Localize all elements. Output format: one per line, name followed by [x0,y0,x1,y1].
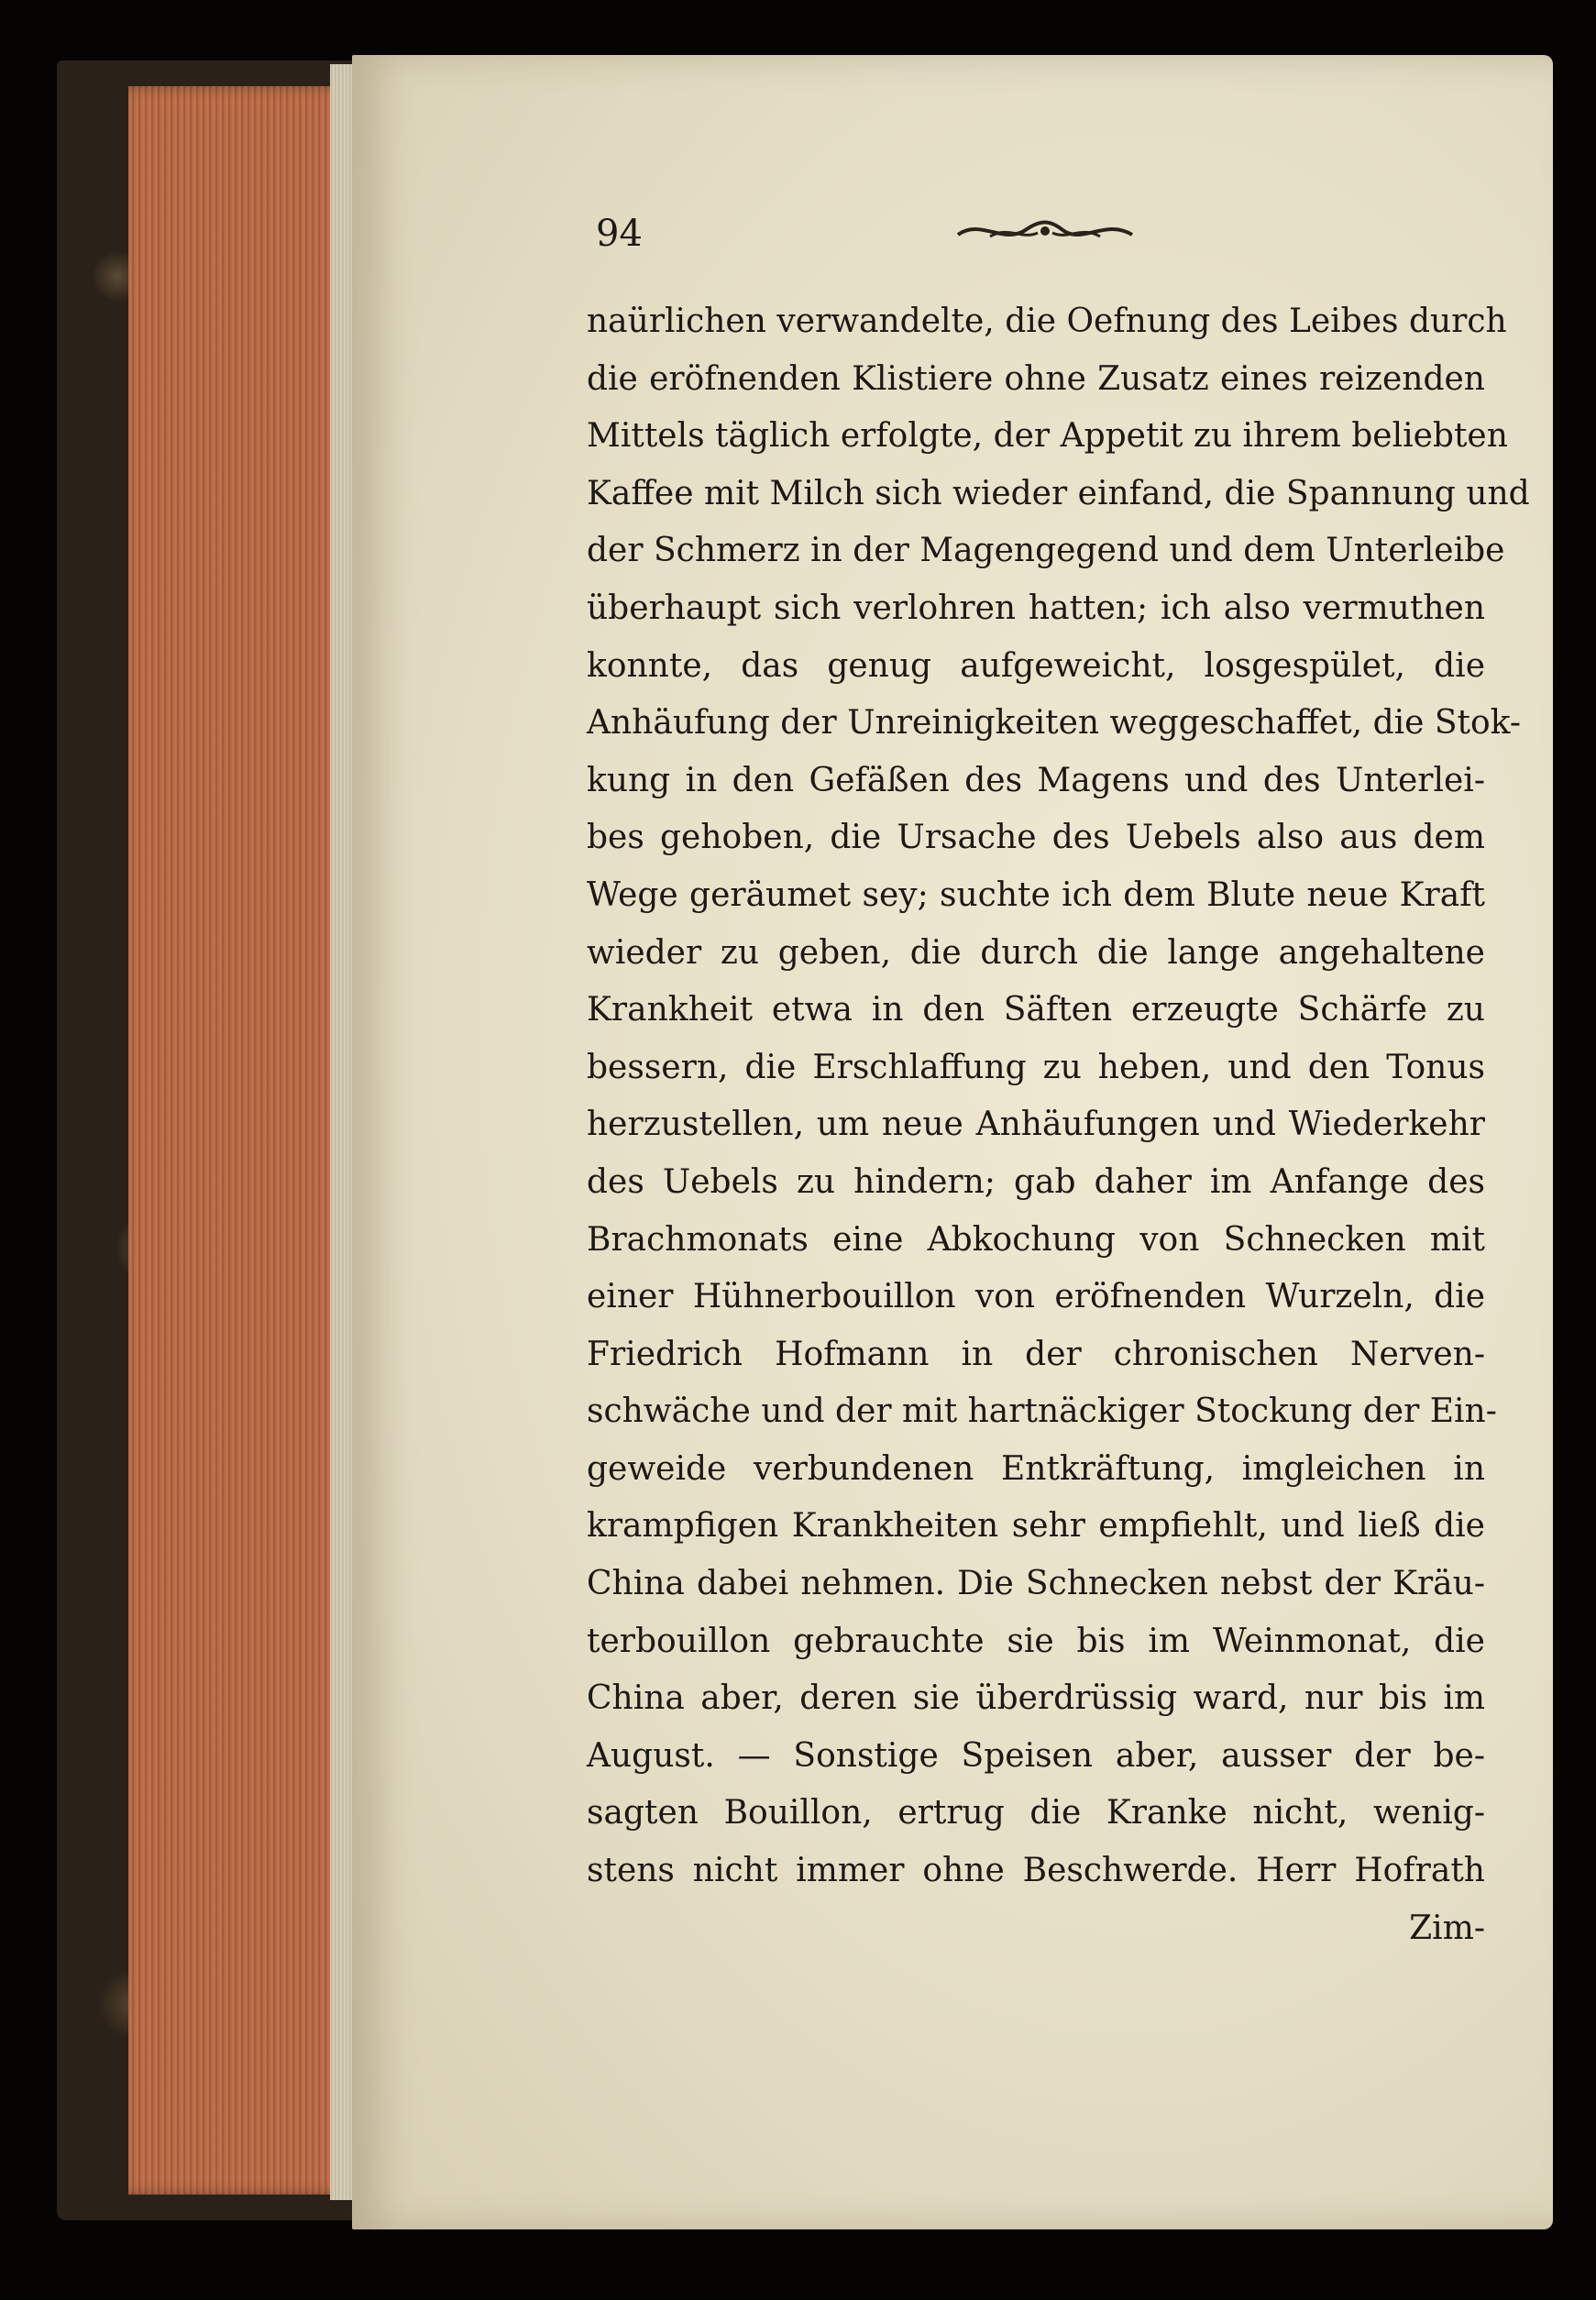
text-line: schwäche und der mit hartnäckiger Stockung der Ein- [587,1392,1497,1431]
text-line: Mittels täglich erfolgte, der Appetit zu ihrem beliebten [587,417,1508,456]
text-line: des Uebels zu hindern; gab daher im Anfange des [587,1162,1485,1201]
text-line: bes gehoben, die Ursache des Uebels also aus dem [587,819,1485,857]
text-line: der Schmerz in der Magengegend und dem Unterleibe [587,532,1505,570]
page-number: 94 [596,213,643,255]
text-line: Anhäufung der Unreinigkeiten weggeschaffet, die Stok- [587,704,1522,743]
text-line: August. — Sonstige Speisen aber, ausser der be- [587,1736,1485,1775]
text-line: die eröfnenden Klistiere ohne Zusatz eines reizenden [587,359,1485,398]
text-line: wieder zu geben, die durch die lange angehaltene [587,933,1485,972]
text-line: Kaffee mit Milch sich wieder einfand, die Spannung und [587,474,1530,512]
text-line: Krankheit etwa in den Säften erzeugte Schärfe zu [587,991,1485,1029]
text-line: herzustellen, um neue Anhäufungen und Wiederkehr [587,1106,1485,1144]
text-line: überhaupt sich verlohren hatten; ich also vermuthen [587,589,1485,627]
text-line: Friedrich Hofmann in der chronischen Nerven- [587,1335,1485,1373]
text-line: sagten Bouillon, ertrug die Kranke nicht, wenig- [587,1794,1485,1832]
catchword: Zim- [1409,1909,1485,1947]
text-line: geweide verbundenen Entkräftung, imgleichen in [587,1449,1485,1488]
text-line: terbouillon gebrauchte sie bis im Weinmonat, die [587,1622,1485,1660]
text-line: einer Hühnerbouillon von eröfnenden Wurzeln, die [587,1278,1485,1316]
text-line: konnte, das genug aufgeweicht, losgespület, die [587,646,1485,685]
ornament-icon [953,209,1137,255]
text-line: stens nicht immer ohne Beschwerde. Herr Hofrath [587,1852,1485,1890]
text-line: krampfigen Krankheiten sehr empfiehlt, und ließ die [587,1507,1485,1546]
text-line: kung in den Gefäßen des Magens und des Unterlei- [587,761,1485,799]
text-line: Wege geräumet sey; suchte ich dem Blute neue Kraft [587,875,1485,914]
text-line: bessern, die Erschlaffung zu heben, und den Tonus [587,1048,1485,1086]
text-line: China aber, deren sie überdrüssig ward, nur bis im [587,1679,1485,1718]
body-text [587,293,1530,1957]
text-line: China dabei nehmen. Die Schnecken nebst der Kräu- [587,1565,1485,1603]
text-line: Brachmonats eine Abkochung von Schnecken mit [587,1220,1485,1259]
text-line: naürlichen verwandelte, die Oefnung des Leibes durch [587,303,1507,340]
